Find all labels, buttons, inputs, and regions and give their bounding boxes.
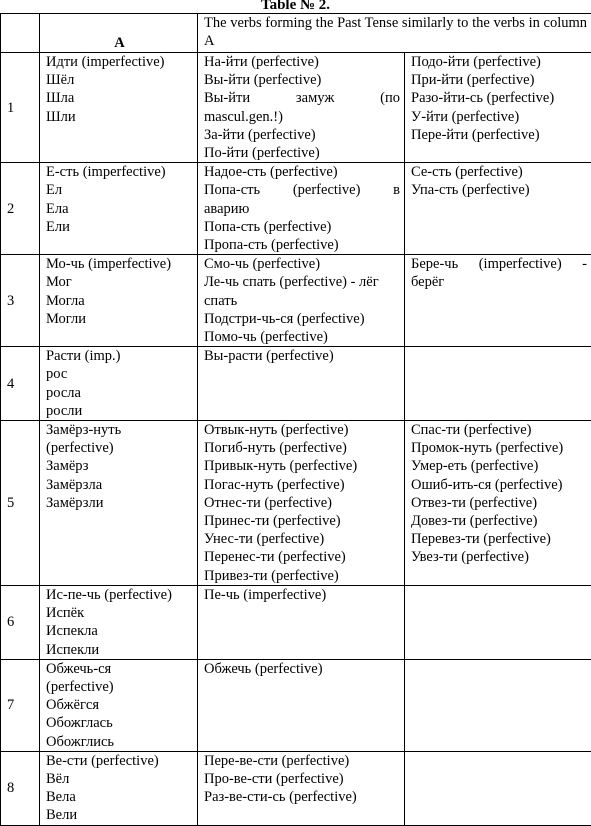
cell-col-a xyxy=(40,53,198,163)
cell-line: Помо-чь (perfective) xyxy=(204,328,400,346)
cell-line: рос xyxy=(46,365,193,383)
cell-line: Вы-йти (perfective) xyxy=(204,71,400,89)
cell-col-b xyxy=(198,421,405,586)
cell-line: Отвык-нуть (perfective) xyxy=(204,421,400,439)
cell-line: Могла xyxy=(46,292,193,310)
cell-line: Замёрзли xyxy=(46,494,193,512)
table-row xyxy=(1,255,591,347)
cell-line: Мог xyxy=(46,273,193,291)
cell-line: Бере-чь (imperfective) - xyxy=(411,255,587,273)
cell-line: Умер-еть (perfective) xyxy=(411,457,587,475)
cell-col-c xyxy=(405,659,591,751)
cell-line: Идти (imperfective) xyxy=(46,53,193,71)
row-number: 5 xyxy=(1,421,40,586)
header-num-cell xyxy=(1,14,40,53)
cell-line: Перевез-ти (perfective) xyxy=(411,530,587,548)
cell-line: Вы-расти (perfective) xyxy=(204,347,400,365)
cell-line: Вёл xyxy=(46,770,193,788)
table-row xyxy=(1,585,591,659)
cell-line: аварию xyxy=(204,200,400,218)
cell-line: Ел xyxy=(46,181,193,199)
cell-line: Довез-ти (perfective) xyxy=(411,512,587,530)
cell-line: Раз-ве-сти-сь (perfective) xyxy=(204,788,400,806)
cell-line: Вы-йти замуж (по xyxy=(204,89,400,107)
cell-line: Промок-нуть (perfective) xyxy=(411,439,587,457)
header-row xyxy=(1,14,591,53)
cell-line: Принес-ти (perfective) xyxy=(204,512,400,530)
cell-col-c xyxy=(405,751,591,825)
cell-col-b xyxy=(198,585,405,659)
cell-line: Погиб-нуть (perfective) xyxy=(204,439,400,457)
cell-line: При-йти (perfective) xyxy=(411,71,587,89)
cell-col-b xyxy=(198,163,405,255)
cell-col-b xyxy=(198,255,405,347)
cell-line: Подо-йти (perfective) xyxy=(411,53,587,71)
cell-col-c xyxy=(405,53,591,163)
cell-line: Смо-чь (perfective) xyxy=(204,255,400,273)
cell-line: Могли xyxy=(46,310,193,328)
cell-line: Попа-сть (perfective) в xyxy=(204,181,400,199)
cell-line: Про-ве-сти (perfective) xyxy=(204,770,400,788)
cell-line: Вела xyxy=(46,788,193,806)
cell-col-a xyxy=(40,163,198,255)
cell-line: Ис-пе-чь (perfective) xyxy=(46,586,193,604)
cell-line: Расти (imp.) xyxy=(46,347,193,365)
cell-line: Ошиб-ить-ся (perfective) xyxy=(411,476,587,494)
cell-line: Упа-сть (perfective) xyxy=(411,181,587,199)
table-row xyxy=(1,347,591,421)
cell-col-c xyxy=(405,255,591,347)
cell-line: Испекли xyxy=(46,641,193,659)
cell-line: Попа-сть (perfective) xyxy=(204,218,400,236)
cell-line: На-йти (perfective) xyxy=(204,53,400,71)
cell-line: Привез-ти (perfective) xyxy=(204,567,400,585)
cell-line: По-йти (perfective) xyxy=(204,144,400,162)
cell-line: Унес-ти (perfective) xyxy=(204,530,400,548)
cell-line: Обжечь-ся xyxy=(46,660,193,678)
cell-line: росла xyxy=(46,384,193,402)
cell-line: росли xyxy=(46,402,193,420)
cell-col-a xyxy=(40,255,198,347)
cell-line: Се-сть (perfective) xyxy=(411,163,587,181)
cell-line: Обожглась xyxy=(46,714,193,732)
cell-line: За-йти (perfective) xyxy=(204,126,400,144)
cell-col-a xyxy=(40,347,198,421)
row-number: 7 xyxy=(1,659,40,751)
cell-line: Испёк xyxy=(46,604,193,622)
cell-line: Пе-чь (imperfective) xyxy=(204,586,400,604)
cell-line: Вели xyxy=(46,806,193,824)
cell-col-a xyxy=(40,421,198,586)
table-row xyxy=(1,421,591,586)
cell-line: Привык-нуть (perfective) xyxy=(204,457,400,475)
cell-line: берёг xyxy=(411,273,587,291)
table-row xyxy=(1,53,591,163)
cell-line: Подстри-чь-ся (perfective) xyxy=(204,310,400,328)
cell-line: Спас-ти (perfective) xyxy=(411,421,587,439)
cell-line: Пропа-сть (perfective) xyxy=(204,236,400,254)
cell-col-b xyxy=(198,659,405,751)
cell-col-b xyxy=(198,751,405,825)
cell-line: Шёл xyxy=(46,71,193,89)
table-title: Table № 2. xyxy=(0,0,591,14)
cell-line: Шла xyxy=(46,89,193,107)
cell-col-c xyxy=(405,347,591,421)
cell-col-a xyxy=(40,585,198,659)
cell-line: Е-сть (imperfective) xyxy=(46,163,193,181)
verbs-table xyxy=(0,13,591,826)
cell-line: (perfective) xyxy=(46,439,193,457)
cell-line: спать xyxy=(204,292,400,310)
cell-col-b xyxy=(198,53,405,163)
cell-col-a xyxy=(40,751,198,825)
table-row xyxy=(1,751,591,825)
cell-line: Отнес-ти (perfective) xyxy=(204,494,400,512)
cell-line: Пере-йти (perfective) xyxy=(411,126,587,144)
header-col-b: The verbs forming the Past Tense similarly to the verbs in column A xyxy=(198,14,591,53)
cell-line: Обжечь (perfective) xyxy=(204,660,400,678)
cell-line: Испекла xyxy=(46,622,193,640)
cell-line: Замёрз xyxy=(46,457,193,475)
table-body xyxy=(1,53,591,826)
cell-line: Замёрзла xyxy=(46,476,193,494)
cell-line: Мо-чь (imperfective) xyxy=(46,255,193,273)
cell-line: Обжёгся xyxy=(46,696,193,714)
cell-line: Ве-сти (perfective) xyxy=(46,752,193,770)
cell-line: Ела xyxy=(46,200,193,218)
cell-line: Пере-ве-сти (perfective) xyxy=(204,752,400,770)
cell-line: (perfective) xyxy=(46,678,193,696)
cell-col-c xyxy=(405,585,591,659)
cell-line: Разо-йти-сь (perfective) xyxy=(411,89,587,107)
cell-line: Перенес-ти (perfective) xyxy=(204,548,400,566)
cell-line: Увез-ти (perfective) xyxy=(411,548,587,566)
cell-line: Отвез-ти (perfective) xyxy=(411,494,587,512)
row-number: 8 xyxy=(1,751,40,825)
row-number: 3 xyxy=(1,255,40,347)
cell-line: У-йти (perfective) xyxy=(411,108,587,126)
cell-line: Обожглись xyxy=(46,733,193,751)
cell-line: Ели xyxy=(46,218,193,236)
table-row xyxy=(1,163,591,255)
cell-col-b xyxy=(198,347,405,421)
row-number: 2 xyxy=(1,163,40,255)
table-row xyxy=(1,659,591,751)
cell-line: Надое-сть (perfective) xyxy=(204,163,400,181)
cell-col-c xyxy=(405,163,591,255)
header-col-a: А xyxy=(40,14,198,53)
cell-col-c xyxy=(405,421,591,586)
cell-line: mascul.gen.!) xyxy=(204,108,400,126)
row-number: 1 xyxy=(1,53,40,163)
cell-line: Замёрз-нуть xyxy=(46,421,193,439)
cell-line: Ле-чь спать (perfective) - лёг xyxy=(204,273,400,291)
cell-line: Погас-нуть (perfective) xyxy=(204,476,400,494)
cell-line: Шли xyxy=(46,108,193,126)
row-number: 4 xyxy=(1,347,40,421)
cell-col-a xyxy=(40,659,198,751)
row-number: 6 xyxy=(1,585,40,659)
